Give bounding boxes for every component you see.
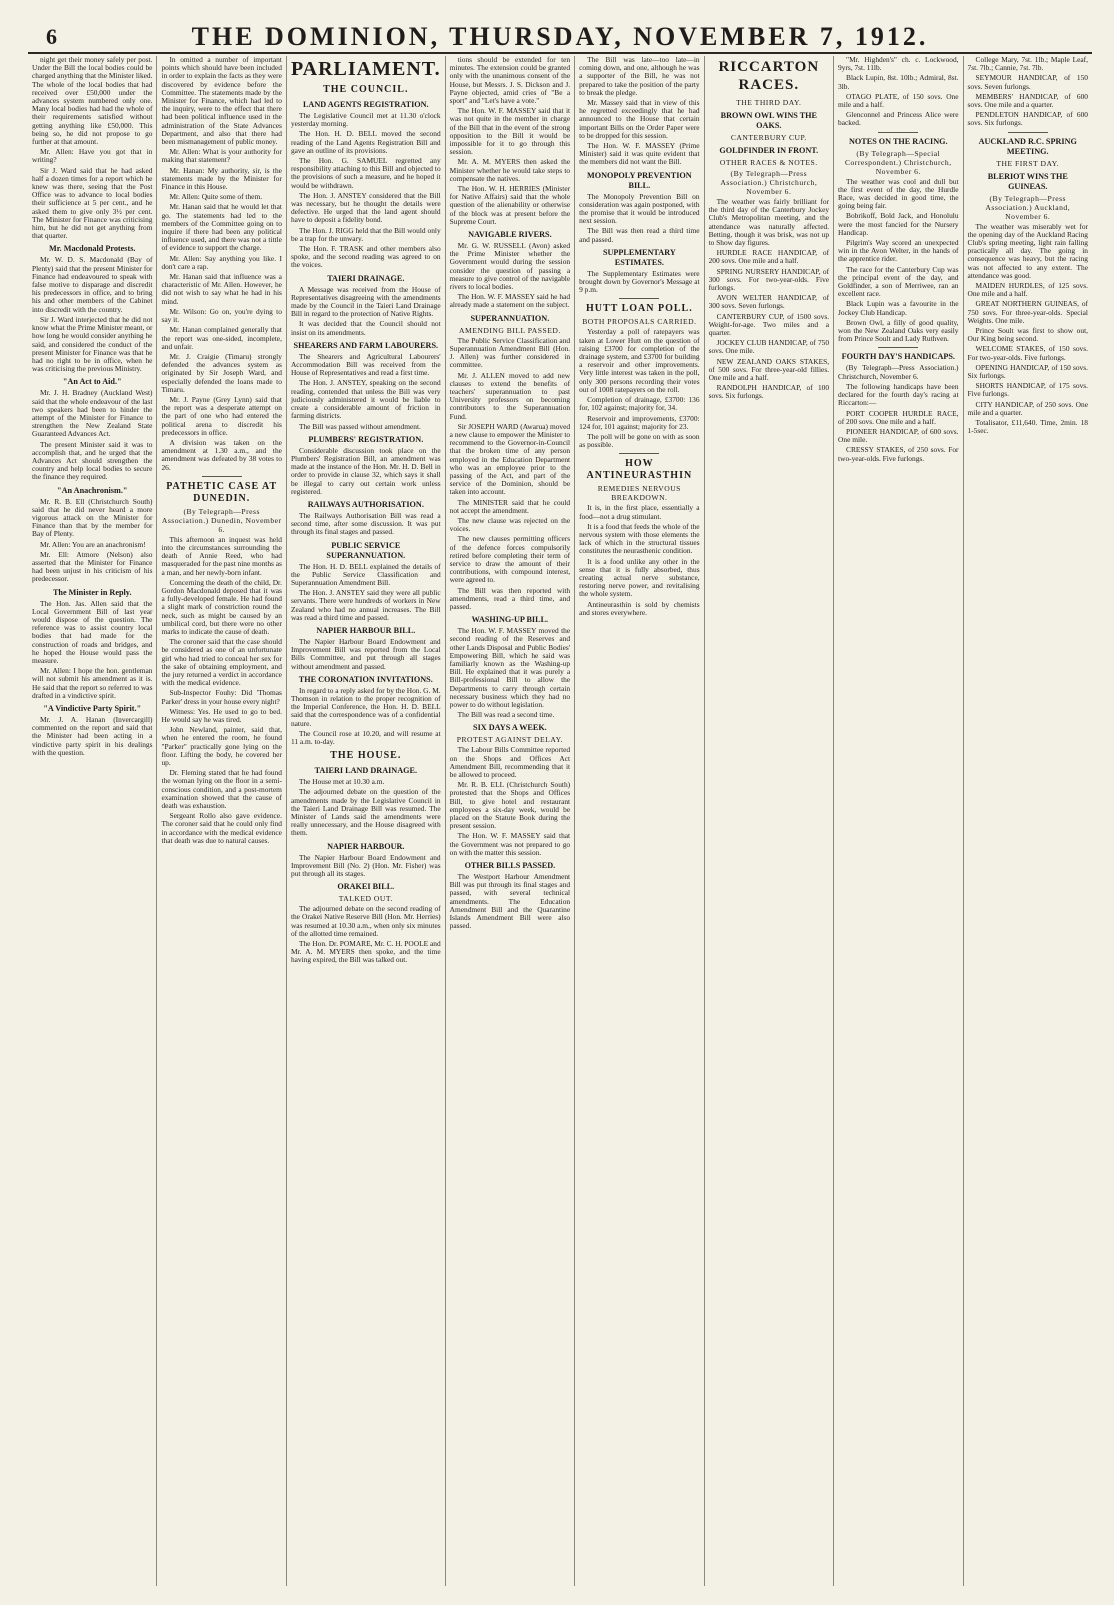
paragraph: In omitted a number of important points which should have been included in order to explain the facts as they were discovered by evidence before the Committee. The statements made by the Minister for Finance, which had led to the inquiry, were to the effect that there had been political influence used in the administration of the State Advances Department, and also that there had been mismanagement of public money. xyxy=(161,55,282,147)
race-result: JOCKEY CLUB HANDICAP, of 750 sovs. One mile. xyxy=(708,338,830,356)
paragraph: The Hon. W. F. MASSEY (Prime Minister) said it was quite evident that the members did not want the Bill. xyxy=(579,141,700,167)
paragraph: The Bill was then read a third time and passed. xyxy=(579,226,700,244)
paragraph: Mr. J. A. Hanan (Invercargill) commented on the report and said that the Minister had been acting in a vindictive party spirit in his dealings with the question. xyxy=(32,715,153,757)
paragraph: Mr. Hanan said that he would let that go. The statements had led to the members of the Committee going on to inquire if there had been any political influence used, and there was not a tittle of evidence to support the charge. xyxy=(161,202,282,253)
paragraph: Pilgrim's Way scored an unexpected win in the Avon Welter, in the hands of the apprentice rider. xyxy=(838,238,959,264)
divider xyxy=(619,453,659,454)
paragraph: The Hon. G. SAMUEL regretted any responsibility attaching to this Bill and objected to the provisions of such a measure, and he hoped it would be withdrawn. xyxy=(290,156,441,190)
section-heading: TAIERI LAND DRAINAGE. xyxy=(314,766,417,776)
section-heading: MONOPOLY PREVENTION BILL. xyxy=(586,170,692,190)
paragraph: The weather was miserably wet for the opening day of the Auckland Racing Club's spring meeting, light rain falling practically all day. The going in consequence was heavy, but the racing was not affected to any extent. The attendance was good. xyxy=(967,221,1088,280)
section-heading: "A Vindictive Party Spirit." xyxy=(43,704,142,714)
paragraph: Reservoir and improvements, £3700: 124 for, 101 against; majority for 23. xyxy=(579,413,700,431)
paragraph: Sub-Inspector Fouhy: Did 'Thomas Parker' dress in your house every night? xyxy=(161,688,282,706)
paragraph: A Message was received from the House of Representatives disagreeing with the amendments made by the Council in the Taieri Land Drainage Bill in regard to the protection of Native Rights. xyxy=(290,284,441,319)
paragraph: Brown Owl, a filly of good quality, won the New Zealand Oaks very easily from Prince Soult and Lady Ruthven. xyxy=(838,317,959,344)
paragraph: It is, in the first place, essentially a food—not a drug stimulant. xyxy=(579,503,700,521)
paragraph: The Bill was then reported with amendments, read a third time, and passed. xyxy=(449,585,571,611)
section-heading: The Minister in Reply. xyxy=(52,587,132,597)
column-5 xyxy=(575,56,704,1586)
column-7 xyxy=(834,56,963,1586)
paragraph: tions should be extended for ten minutes. The extension could be granted only with the unanimous consent of the House, but Messrs. J. S. Dickson and J. Payne objected, amid cries of "Be a sport" and "Let's have a vote." xyxy=(449,55,571,106)
section-heading: WASHING-UP BILL. xyxy=(471,615,549,625)
advertisement-headline: HOW ANTINEURASTHIN xyxy=(586,458,693,482)
article-headline: PATHETIC CASE AT DUNEDIN. xyxy=(166,480,278,504)
paragraph: Witness: Yes. He used to go to bed. He would say he was tired. xyxy=(161,706,282,725)
paragraph: Mr. Massey said that in view of this he regretted exceedingly that he had announced to the House that certain important Bills on the Order Paper were to be dropped for this session. xyxy=(579,98,700,140)
paragraph: Mr. Hanan complained generally that the report was one-sided, incomplete, and unfair. xyxy=(161,325,282,351)
masthead xyxy=(28,22,1092,54)
paragraph: The Hon. W. H. HERRIES (Minister for Native Affairs) said that the whole question of the alienability or otherwise of the block was at present before the Supreme Court. xyxy=(449,184,571,226)
race-entry: PENDLETON HANDICAP, of 600 sovs. Six furlongs. xyxy=(967,110,1088,128)
paragraph: The new clause was rejected on the voices. xyxy=(449,515,571,534)
section-heading: AUCKLAND R.C. SPRING MEETING. xyxy=(978,136,1077,156)
paragraph: Mr. W. D. S. Macdonald (Bay of Plenty) said that the present Minister for Finance had endeavoured to speak with false motive to disparage and discredit his predecessors in office, and to bring his and other members of the Cabinet into discredit with the country. xyxy=(32,255,153,314)
race-result: GREAT NORTHERN GUINEAS, of 750 sovs. For three-year-olds. Special Weights. One mile. xyxy=(967,299,1088,325)
race-result: SPRING NURSERY HANDICAP, of 300 sovs. For two-year-olds. Five furlongs. xyxy=(708,266,830,293)
paragraph: The adjourned debate on the second reading of the Orakei Native Reserve Bill (Hon. Mr. Herries) was resumed at 10.30 a.m., when only six minutes of the allotted time remained. xyxy=(290,904,441,938)
paragraph: The poll will be gone on with as soon as possible. xyxy=(579,431,700,450)
paragraph: Totalisator, £11,640. Time, 2min. 18 1-5sec. xyxy=(967,418,1088,436)
section-heading: OTHER BILLS PASSED. xyxy=(464,861,556,871)
columns xyxy=(28,56,1092,1586)
divider xyxy=(878,132,918,133)
paragraph: Sergeant Rollo also gave evidence. The coroner said that he could only find in accordance with the medical evidence that death was due to natural causes. xyxy=(161,811,282,845)
section-heading: "An Act to Aid." xyxy=(62,377,122,387)
paragraph: Mr. G. W. RUSSELL (Avon) asked the Prime Minister whether the Government would during the session consider the question of passing a measure to give control of the navigable rivers to local bodies. xyxy=(449,241,571,292)
race-result: WELCOME STAKES, of 150 sovs. For two-year-olds. Five furlongs. xyxy=(967,344,1088,362)
subheading: TALKED OUT. xyxy=(338,894,393,904)
race-result: OTAGO PLATE, of 150 sovs. One mile and a half. xyxy=(838,91,959,110)
paragraph: (By Telegraph—Press Association.) Christchurch, November 6. xyxy=(838,363,959,381)
section-heading: LAND AGENTS REGISTRATION. xyxy=(302,100,429,109)
divider xyxy=(1008,132,1048,133)
paragraph: The Bill was passed without amendment. xyxy=(298,421,421,431)
race-entry: PORT COOPER HURDLE RACE, of 200 sovs. One mile and a half. xyxy=(838,408,959,426)
paragraph: Mr. Allen: What is your authority for making that statement? xyxy=(161,147,282,165)
subheading: CANTERBURY CUP. xyxy=(730,133,807,142)
section-heading: THE HOUSE. xyxy=(330,750,402,762)
subheading: BOTH PROPOSALS CARRIED. xyxy=(582,317,697,327)
section-heading: SHEARERS AND FARM LABOURERS. xyxy=(293,340,439,350)
column-3 xyxy=(287,56,446,1586)
column-6 xyxy=(705,56,834,1586)
column-1 xyxy=(28,56,157,1586)
section-heading: PLUMBERS' REGISTRATION. xyxy=(308,434,424,444)
section-heading: Mr. Macdonald Protests. xyxy=(49,244,136,254)
subheading: PROTEST AGAINST DELAY. xyxy=(456,735,564,745)
paragraph: Sir J. Ward interjected that he did not know what the Prime Minister meant, or how long he would consider anything he said, and considered the conduct of the present Minister for Finance was that he had no right to be in office, when he was criticising the previous Ministry. xyxy=(32,314,153,374)
paragraph: Mr. J. H. Bradney (Auckland West) said that the whole endeavour of the last two speakers had been to hinder the attempt of the Minister for Finance to strengthen the New Zealand State Guaranteed Advances Act. xyxy=(32,388,153,439)
paragraph: The Hon. J. ANSTEY considered that the Bill was necessary, but he thought the details were defective. He urged that the land agent should have to deposit a fidelity bond. xyxy=(290,190,441,225)
paragraph: The Railways Authorisation Bill was read a second time, after some discussion. It was put through its final stages and passed. xyxy=(290,510,441,537)
section-heading: THE CORONATION INVITATIONS. xyxy=(298,674,433,684)
paragraph: Mr. Allen: I hope the hon. gentleman will not submit his amendment as it is. He said that the report so referred to was drafted in a vindictive spirit. xyxy=(32,666,153,700)
parliament-headline: PARLIAMENT. xyxy=(290,58,441,80)
dateline: (By Telegraph—Special Correspondent.) Christchurch, November 6. xyxy=(844,148,952,176)
section-heading: TAIERI DRAINAGE. xyxy=(327,273,405,283)
paragraph: It was decided that the Council should not insist on its amendments. xyxy=(290,319,441,337)
paragraph: Prince Soult was first to show out, Our King being second. xyxy=(967,326,1088,344)
section-heading: NAVIGABLE RIVERS. xyxy=(468,230,552,240)
paragraph: The Monopoly Prevention Bill on consideration was again postponed, with the promise that it would be introduced next session. xyxy=(579,191,700,226)
paragraph: Mr. Allen: Have you got that in writing? xyxy=(32,147,153,165)
paragraph: Antineurasthin is sold by chemists and stores everywhere. xyxy=(579,599,700,617)
paragraph: night get their money safely per post. Under the Bill the local bodies could be charged anything that the Minister liked. The whole of the local bodies that had received over £50,000 under the advances system numbered only one. Many local bodies had had the whole of their requirements satisfied without getting anything like £50,000. This being so, he did not propose to go further at that amount. xyxy=(32,55,153,147)
paragraph: The Shearers and Agricultural Labourers' Accommodation Bill was received from the House of Representatives and read a first time. xyxy=(290,351,441,378)
paragraph: Mr. Hanan: My authority, sir, is the statements made by the Minister for Finance in this House. xyxy=(161,165,282,192)
paragraph: Dr. Fleming stated that he had found the woman lying on the floor in a semi-conscious condition, and a post-mortem examination showed that the cause of death was exhaustion. xyxy=(161,768,282,811)
section-heading: NAPIER HARBOUR BILL. xyxy=(316,625,416,635)
subheading: THE FIRST DAY. xyxy=(996,158,1060,168)
divider xyxy=(202,476,242,477)
paragraph: The Hon. H. D. BELL explained the details of the Public Service Classification and Superannuation Amendment Bill. xyxy=(290,561,441,587)
paragraph: The Hon. J. RIGG held that the Bill would only be a trap for the unwary. xyxy=(290,225,441,243)
paragraph: This afternoon an inquest was held into the circumstances surrounding the death of Annie Reed, who had masqueraded for the past nine months as a man, and her newly-born infant. xyxy=(161,534,282,577)
paragraph: The House met at 10.30 a.m. xyxy=(298,777,385,787)
paragraph: The Labour Bills Committee reported on the Shops and Offices Act Amendment Bill, recommending that it be allowed to proceed. xyxy=(449,745,571,780)
column-4 xyxy=(446,56,575,1586)
paragraph: The Council rose at 10.20, and will resume at 11 a.m. to-day. xyxy=(290,728,441,746)
paragraph: The MINISTER said that he could not accept the amendment. xyxy=(449,497,571,515)
divider xyxy=(619,298,659,299)
paragraph: The coroner said that the case should be considered as one of an unfortunate girl who had tried to conceal her sex for the sake of obtaining employment, and the jury returned a verdict in accordance with the medical evidence. xyxy=(161,637,282,688)
paragraph: Mr. A. M. MYERS then asked the Minister whether he would take steps to compensate the natives. xyxy=(449,157,571,183)
paragraph: The Hon. J. ANSTEY said they were all public servants. There were hundreds of workers in New Zealand who had no annual increases. The Bill was read a third time and passed. xyxy=(290,588,441,622)
paragraph: Mr. Allen: Quite some of them. xyxy=(169,192,263,202)
paragraph: The Hon. F. TRASK and other members also spoke, and the second reading was agreed to on the voices. xyxy=(290,244,441,270)
paragraph: In regard to a reply asked for by the Hon. G. M. Thomson in relation to the proper recognition of the Imperial Conference, the Hon. H. D. BELL said that the correspondence was of a confidential nature. xyxy=(290,685,441,728)
paragraph: It is a food unlike any other in the sense that it is fully absorbed, thus creating actual nerve substance, restoring nerve power, and revitalising the whole system. xyxy=(579,556,700,599)
column-2 xyxy=(157,56,286,1586)
race-result: NEW ZEALAND OAKS STAKES, of 500 sovs. For three-year-old fillies. One mile and a half. xyxy=(708,356,830,383)
paragraph: The Hon. Jas. Allen said that the Local Government Bill of last year would dispose of the question. The reference was to assist country local bodies that had made for the construction of roads and bridges, and he hoped the House would pass the measure. xyxy=(32,598,153,665)
section-heading: SIX DAYS A WEEK. xyxy=(473,723,547,733)
dateline: (By Telegraph—Press Association.) Auckland, November 6. xyxy=(985,193,1071,221)
race-entry: PIONEER HANDICAP, of 600 sovs. One mile. xyxy=(838,426,959,445)
paragraph: Sir JOSEPH WARD (Awarua) moved a new clause to empower the Minister to recommend to the Governor-in-Council that the broken time of any person employed in the Education Department who was an employee prior to the passing of the Act, and part of the service of the Dominion, should be taken into account. xyxy=(449,421,571,497)
newspaper-title: THE DOMINION, THURSDAY, NOVEMBER 7, 1912. xyxy=(191,22,929,51)
paragraph: The Hon. H. D. BELL moved the second reading of the Land Agents Registration Bill and gave an outline of its provisions. xyxy=(290,129,441,155)
column-8 xyxy=(964,56,1092,1586)
subheading: OTHER RACES & NOTES. xyxy=(719,158,818,167)
paragraph: John Newland, painter, said that, when he entered the room, he found "Parker" practically gone lying on the floor. Lifting the body, he covered her up. xyxy=(161,725,282,768)
race-result: MAIDEN HURDLES, of 125 sovs. One mile and a half. xyxy=(967,281,1088,299)
paragraph: The Hon. W. F. MASSEY said he had already made a statement on the subject. xyxy=(449,292,571,310)
paragraph: Considerable discussion took place on the Plumbers' Registration Bill, an amendment was made at the instance of the Hon. Mr. H. D. Bell in order to provide in clause 32, which says it shall be illegal to carry out certain work unless registered. xyxy=(290,445,441,496)
paragraph: The Bill was read a second time. xyxy=(457,710,555,720)
paragraph: A division was taken on the amendment at 1.30 a.m., and the amendment was defeated by 38 votes to 26. xyxy=(161,437,282,472)
race-result: Black Lupin, 8st. 10lb.; Admiral, 8st. 3lb. xyxy=(838,73,959,91)
subheading: AMENDING BILL PASSED. xyxy=(459,325,561,335)
paragraph: Mr. R. B. ELL (Christchurch South) protested that the Shops and Offices Bill, to give hotel and restaurant employees a six-day week, would be placed on the Statute Book during the present session. xyxy=(449,780,571,831)
paragraph: The Bill was late—too late—in coming down, and one, although he was a supporter of the Bill, he was not prepared to take the position of the party to break the pledge. xyxy=(579,55,700,97)
section-heading: SUPPLEMENTARY ESTIMATES. xyxy=(602,247,676,267)
paragraph: The following handicaps have been declared for the fourth day's racing at Riccarton:— xyxy=(838,381,959,408)
paragraph: The Hon. W. F. MASSEY moved the second reading of the Reserves and other Lands Disposal and Public Bodies' Empowering Bill, which he said was familiarly known as the Washing-up Bill. He explained that it was purely a Bill-professional Bill to allow the Departments to carry through certain necessary business which they had no power to do without legislation. xyxy=(449,626,571,710)
paragraph: The Supplementary Estimates were brought down by Governor's Message at 9 p.m. xyxy=(579,268,700,295)
race-result: OPENING HANDICAP, of 150 sovs. Six furlongs. xyxy=(967,362,1088,381)
paragraph: Black Lupin was a favourite in the Jockey Club Handicap. xyxy=(838,299,959,317)
race-entry: College Mary, 7st. 1lb.; Maple Leaf, 7st. 7lb.; Cannie, 7st. 7lb. xyxy=(967,55,1088,73)
paragraph: Mr. J. Craigie (Timaru) strongly defended the advances system as originated by Sir Joseph Ward, and especially defended the loans made to Timaru. xyxy=(161,351,282,394)
paragraph: Mr. Ell: Atmore (Nelson) also asserted that the Minister for Finance had been unjust in his criticism of his predecessor. xyxy=(32,549,153,584)
section-heading: RAILWAYS AUTHORISATION. xyxy=(307,499,424,509)
section-heading: NAPIER HARBOUR. xyxy=(327,841,405,851)
section-heading: FOURTH DAY'S HANDICAPS. xyxy=(841,352,955,362)
paragraph: Mr. Wilson: Go on, you're dying to say it. xyxy=(161,306,282,325)
paragraph: The Legislative Council met at 11.30 o'clock yesterday morning. xyxy=(290,111,441,129)
paragraph: The adjourned debate on the question of the amendments made by the Legislative Council in the Taieri Land Drainage Bill was resumed. The Minister of Lands said the amendments were really unnecessary, and the House disagreed with them. xyxy=(290,787,441,838)
paragraph: Concerning the death of the child, Dr. Gordon Macdonald deposed that it was a fully-developed female. He had found a slight mark of constriction round the neck, such as might be caused by an umbilical cord, but there were no other marks to indicate the cause of death. xyxy=(161,577,282,636)
race-result: "Mr. Highden's" ch. c. Lockwood, 9yrs, 7st. 11lb. xyxy=(838,55,959,73)
paragraph: Mr. R. B. Ell (Christchurch South) said that he did never heard a more vigorous attack on the Minister for Finance than that by the member for Bay of Plenty. xyxy=(32,496,153,539)
paragraph: The Hon. J. ANSTEY, speaking on the second reading, contended that unless the Bill was very judiciously administered it would be liable to create a considerable amount of friction in farming districts. xyxy=(290,378,441,421)
paragraph: Glenconnel and Princess Alice were backed. xyxy=(838,110,959,128)
article-headline: HUTT LOAN POLL. xyxy=(585,303,693,315)
race-entry: MEMBERS' HANDICAP, of 600 sovs. One mile and a quarter. xyxy=(967,91,1088,110)
paragraph: The Napier Harbour Board Endowment and Improvement Bill was reported from the Local Bills Committee, and put through all stages without amendment and passed. xyxy=(290,636,441,671)
paragraph: The present Minister said it was to accomplish that, and he urged that the Advances Act should strengthen the country and help local bodies to secure the finance they required. xyxy=(32,439,153,482)
paragraph: Mr. Hanan said that influence was a characteristic of Mr. Allen. However, he did not wish to say what he had in his mind. xyxy=(161,272,282,306)
race-result: CITY HANDICAP, of 250 sovs. One mile and a quarter. xyxy=(967,399,1088,417)
race-entry: CRESSY STAKES, of 250 sovs. For two-year-olds. Five furlongs. xyxy=(838,445,959,463)
dateline: (By Telegraph—Press Association.) Dunedin, November 6. xyxy=(161,506,282,534)
subheading: REMEDIES NERVOUS BREAKDOWN. xyxy=(597,484,681,503)
subheading: BLERIOT WINS THE GUINEAS. xyxy=(987,171,1068,191)
paragraph: It is a food that feeds the whole of the nervous system with those elements the lack of which in the structural tissues constitutes the neurasthenic condition. xyxy=(579,521,700,556)
divider xyxy=(878,347,918,348)
racing-headline: RICCARTON RACES. xyxy=(718,59,820,93)
paragraph: The weather was fairly brilliant for the third day of the Canterbury Jockey Club's Metropolitan meeting, and the attendance was naturally affected. Betting, though it was brisk, was not up to Show day figures. xyxy=(708,197,830,248)
paragraph: The Napier Harbour Board Endowment and Improvement Bill (No. 2) (Hon. Mr. Fisher) was put through all its stages. xyxy=(290,852,441,879)
paragraph: The Hon. Dr. POMARE, Mr. C. H. POOLE and Mr. A. M. MYERS then spoke, and the time having expired, the Bill was talked out. xyxy=(290,939,441,965)
race-entry: SEYMOUR HANDICAP, of 150 sovs. Seven furlongs. xyxy=(967,73,1088,91)
paragraph: Bobrikoff, Bold Jack, and Honolulu were the most fancied for the Nursery Handicap. xyxy=(838,211,959,237)
race-result: AVON WELTER HANDICAP, of 300 sovs. Seven furlongs. xyxy=(708,293,830,311)
paragraph: The Westport Harbour Amendment Bill was put through its final stages and passed, with several technical amendments. The Education Amendment Bill and the Quarantine Islands Amendment Bill were also passed. xyxy=(449,872,571,931)
page-number: 6 xyxy=(46,24,57,49)
paragraph: Mr. Allen: Say anything you like. I don't care a rap. xyxy=(161,253,282,271)
paragraph: Mr. J. Payne (Grey Lynn) said that the report was a desperate attempt on the part of one who had entered the political arena to discredit his predecessors in office. xyxy=(161,394,282,437)
section-heading: PUBLIC SERVICE SUPERANNUATION. xyxy=(326,540,406,560)
dateline: (By Telegraph—Press Association.) Christchurch, November 6. xyxy=(720,169,818,196)
paragraph: The Hon. W. F. MASSEY said that it was not quite in the member in charge of the Bill that in the event of the strong opposition to the Bill it would be impossible for it to go through this session. xyxy=(449,106,571,157)
paragraph: Yesterday a poll of ratepayers was taken at Lower Hutt on the question of raising £3700 for completion of the drainage system, and £3700 for building a reservoir and other improvements. Very little interest was taken in the poll, only 300 persons recording their votes out of 1008 ratepayers on the roll. xyxy=(579,327,700,394)
race-result: SHORTS HANDICAP, of 175 sovs. Five furlongs. xyxy=(967,381,1088,399)
race-result: HURDLE RACE HANDICAP, of 200 sovs. One mile and a half. xyxy=(708,248,830,266)
section-heading: SUPERANNUATION. xyxy=(470,313,550,323)
subheading: GOLDFINDER IN FRONT. xyxy=(719,146,819,155)
paragraph: The race for the Canterbury Cup was the principal event of the day, and Goldfinder, a son of Merriwee, ran an excellent race. xyxy=(838,264,959,299)
paragraph: Sir J. Ward said that he had asked half a dozen times for a report which he knew was there, seeing that the Post Office was to advance to local bodies their sufficience at 5 per cent., and he asked them to give only 3½ per cent. The Minister for Finance was criticising him, but he did not get anything from that quarter. xyxy=(32,165,153,241)
section-heading: "An Anachronism." xyxy=(57,485,128,495)
race-result: CANTERBURY CUP, of 1500 sovs. Weight-for-age. Two miles and a quarter. xyxy=(708,311,830,338)
section-heading: THE COUNCIL. xyxy=(323,84,409,95)
section-heading: NOTES ON THE RACING. xyxy=(848,136,948,146)
paragraph: Completion of drainage, £3700: 136 for, 102 against; majority for, 34. xyxy=(579,395,700,413)
paragraph: Mr. Allen: You are an anachronism! xyxy=(40,539,146,549)
paragraph: The new clauses permitting officers of the defence forces compulsorily retired before completing their term of service to draw the amount of their contributions, with compound interest, were agreed to. xyxy=(449,534,571,585)
race-result: RANDOLPH HANDICAP, of 100 sovs. Six furlongs. xyxy=(708,383,830,401)
paragraph: The Hon. W. F. MASSEY said that the Government was not prepared to go on with the matter this session. xyxy=(449,831,571,857)
section-heading: ORAKEI BILL. xyxy=(337,882,395,892)
paragraph: The weather was cool and dull but the first event of the day, the Hurdle Race, was decided in good time, the going being fair. xyxy=(838,176,959,211)
paragraph: The Public Service Classification and Superannuation Amendment Bill (Hon. J. Allen) was further considered in committee. xyxy=(449,335,571,370)
subheading: THE THIRD DAY. xyxy=(736,98,802,107)
subheading: BROWN OWL WINS THE OAKS. xyxy=(720,111,817,130)
paragraph: Mr. J. ALLEN moved to add new clauses to extend the benefits of teachers' superannuation to past University professors on becoming contributors to the Superannuation Fund. xyxy=(449,370,571,421)
